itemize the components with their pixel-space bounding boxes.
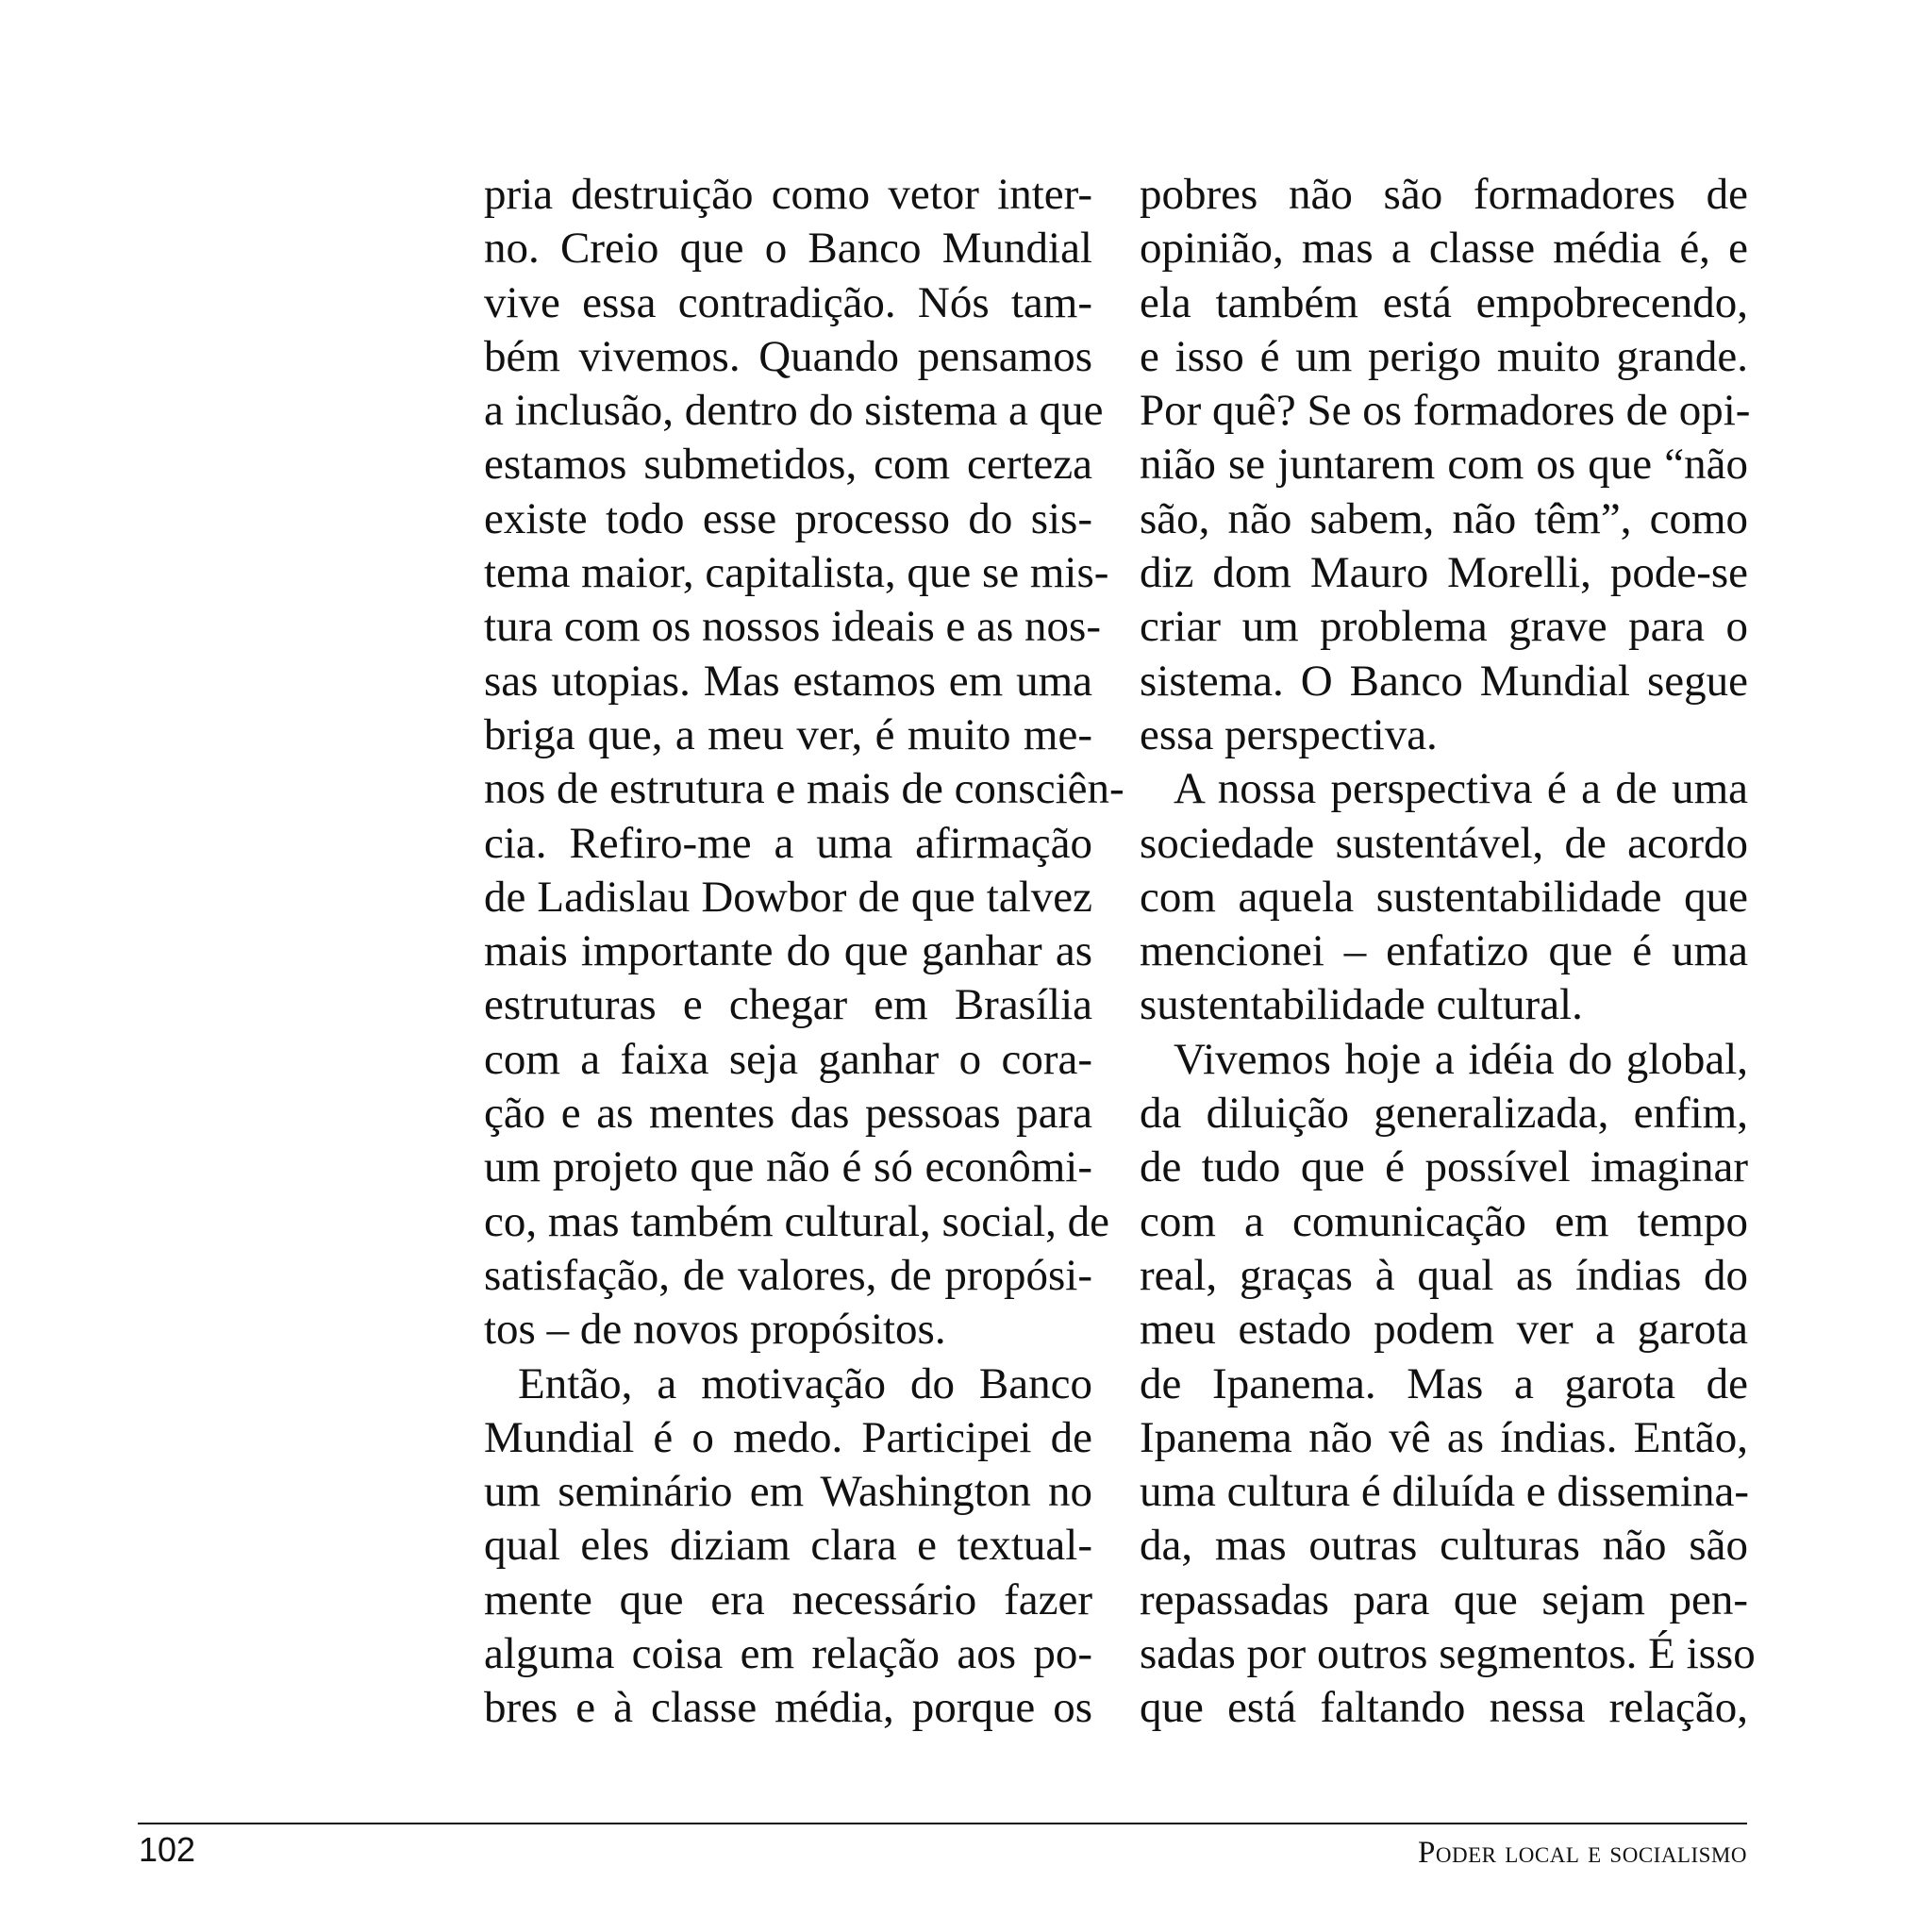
text-line: da, mas outras culturas não são	[1140, 1521, 1748, 1571]
text-line: real, graças à qual as índias do	[1140, 1250, 1748, 1300]
text-line: pobres não são formadores de	[1140, 170, 1748, 219]
paragraph-end-line: sustentabilidade cultural.	[1140, 980, 1583, 1030]
text-line: no. Creio que o Banco Mundial	[484, 224, 1092, 274]
page-number: 102	[139, 1830, 196, 1869]
paragraph-end-line: tos – de novos propósitos.	[484, 1305, 946, 1355]
text-line: Por quê? Se os formadores de opi-	[1140, 386, 1751, 436]
text-line: estruturas e chegar em Brasília	[484, 980, 1092, 1030]
text-line: sadas por outros segmentos. É isso	[1140, 1629, 1756, 1679]
text-line: existe todo esse processo do sis-	[484, 493, 1092, 543]
text-line: opinião, mas a classe média é, e	[1140, 224, 1748, 274]
text-line: alguma coisa em relação aos po-	[484, 1629, 1092, 1679]
paragraph-end-line: essa perspectiva.	[1140, 709, 1438, 759]
text-line: mencionei – enfatizo que é uma	[1140, 926, 1748, 976]
text-line: mente que era necessário fazer	[484, 1574, 1092, 1624]
text-line: meu estado podem ver a garota	[1140, 1305, 1748, 1355]
text-line: qual eles diziam clara e textual-	[484, 1521, 1092, 1571]
text-line: sistema. O Banco Mundial segue	[1140, 656, 1748, 706]
text-line: bém vivemos. Quando pensamos	[484, 331, 1092, 381]
text-line: um seminário em Washington no	[484, 1467, 1092, 1517]
text-line: tema maior, capitalista, que se mis-	[484, 548, 1109, 598]
text-line: com a faixa seja ganhar o cora-	[484, 1034, 1092, 1084]
text-column-right	[1140, 168, 1756, 1736]
text-line: bres e à classe média, porque os	[484, 1683, 1092, 1733]
paragraph-first-line: Então, a motivação do Banco	[518, 1358, 1092, 1408]
text-line: criar um problema grave para o	[1140, 602, 1748, 652]
text-line: ção e as mentes das pessoas para	[484, 1089, 1092, 1139]
text-line: cia. Refiro-me a uma afirmação	[484, 818, 1092, 868]
text-line: diz dom Mauro Morelli, pode-se	[1140, 548, 1748, 598]
footer-rule	[138, 1823, 1747, 1824]
text-line: uma cultura é diluída e dissemina-	[1140, 1467, 1750, 1517]
text-line: um projeto que não é só econômi-	[484, 1142, 1092, 1192]
text-line: são, não sabem, não têm”, como	[1140, 493, 1748, 543]
text-line: briga que, a meu ver, é muito me-	[484, 709, 1092, 759]
text-line: de Ipanema. Mas a garota de	[1140, 1358, 1748, 1408]
text-line: mais importante do que ganhar as	[484, 926, 1092, 976]
text-line: nião se juntarem com os que “não	[1140, 440, 1748, 490]
paragraph-first-line: A nossa perspectiva é a de uma	[1174, 764, 1748, 814]
paragraph-first-line: Vivemos hoje a idéia do global,	[1174, 1034, 1748, 1084]
text-line: com a comunicação em tempo	[1140, 1196, 1748, 1246]
text-line: de tudo que é possível imaginar	[1140, 1142, 1748, 1192]
text-line: que está faltando nessa relação,	[1140, 1683, 1748, 1733]
text-line: e isso é um perigo muito grande.	[1140, 331, 1748, 381]
text-column-left	[484, 168, 1124, 1736]
text-line: Mundial é o medo. Participei de	[484, 1412, 1092, 1462]
text-line: pria destruição como vetor inter-	[484, 170, 1092, 219]
text-line: estamos submetidos, com certeza	[484, 440, 1092, 490]
text-line: satisfação, de valores, de propósi-	[484, 1250, 1092, 1300]
text-line: ela também está empobrecendo,	[1140, 277, 1748, 327]
text-line: sociedade sustentável, de acordo	[1140, 818, 1748, 868]
text-line: de Ladislau Dowbor de que talvez	[484, 872, 1092, 922]
text-line: co, mas também cultural, social, de	[484, 1196, 1110, 1246]
text-line: tura com os nossos ideais e as nos-	[484, 602, 1101, 652]
text-line: nos de estrutura e mais de consciên-	[484, 764, 1124, 814]
text-line: da diluição generalizada, enfim,	[1140, 1089, 1748, 1139]
running-head: Poder local e socialismo	[1418, 1836, 1747, 1870]
text-line: com aquela sustentabilidade que	[1140, 872, 1748, 922]
text-line: a inclusão, dentro do sistema a que	[484, 386, 1104, 436]
text-line: sas utopias. Mas estamos em uma	[484, 656, 1092, 706]
text-line: Ipanema não vê as índias. Então,	[1140, 1412, 1748, 1462]
text-line: vive essa contradição. Nós tam-	[484, 277, 1092, 327]
text-line: repassadas para que sejam pen-	[1140, 1574, 1748, 1624]
